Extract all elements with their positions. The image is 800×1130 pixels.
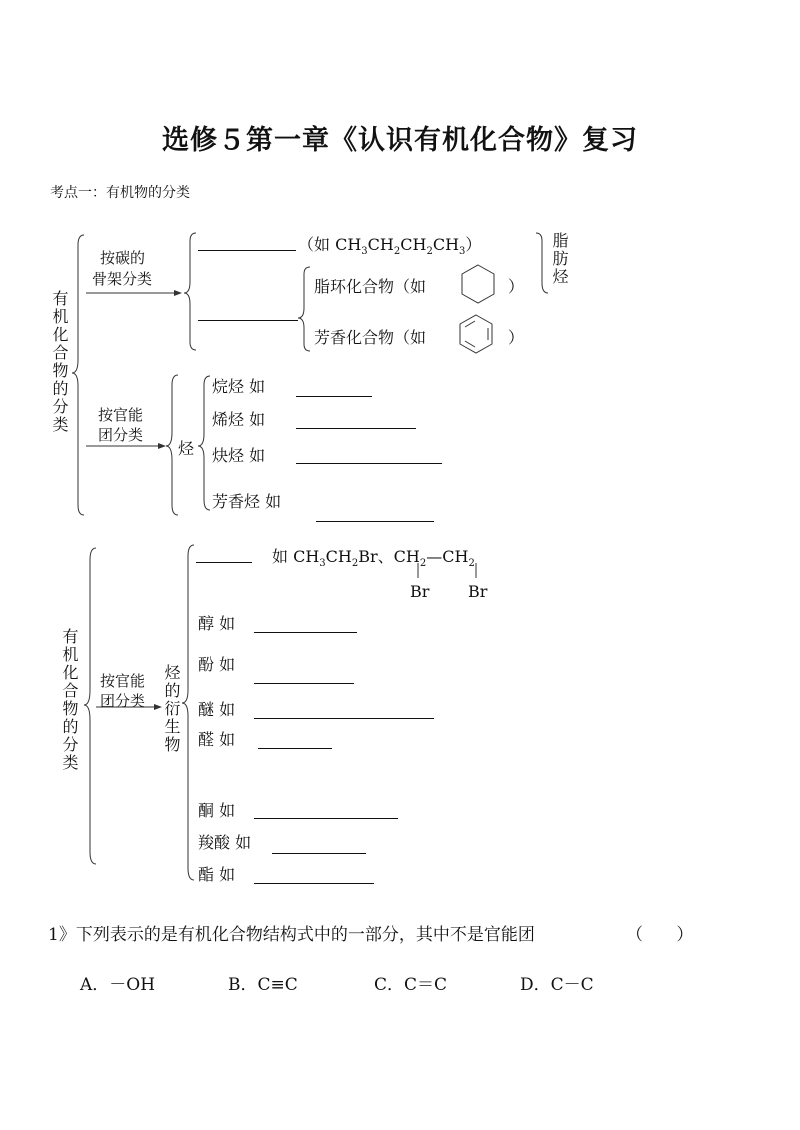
answer-blank-alkane[interactable] xyxy=(296,396,372,397)
ketone-item: 酮 如 xyxy=(198,801,236,820)
arrowhead-functional-1 xyxy=(158,443,166,449)
option-d[interactable]: D．C－C xyxy=(520,975,594,995)
answer-blank-chain[interactable] xyxy=(198,250,296,251)
alicyclic-close: ） xyxy=(508,277,525,296)
aromatic-label: 芳香化合物（如 xyxy=(314,328,427,347)
answer-blank-ketone[interactable] xyxy=(254,818,398,819)
branch-skeleton-line2: 骨架分类 xyxy=(92,270,153,288)
arrowhead-skeleton xyxy=(174,290,182,296)
option-c[interactable]: C．C＝C xyxy=(374,975,448,995)
hydrocarbon-label: 烃 xyxy=(178,439,195,458)
carboxylic-acid-item: 羧酸 如 xyxy=(198,833,252,852)
branch-functional-2-line1: 按官能 xyxy=(100,672,146,690)
br-label: Br xyxy=(468,582,488,601)
root-brace-2 xyxy=(84,548,96,864)
alkane-item: 烷烃 如 xyxy=(212,377,266,396)
root-label-1: 有机化合物的分类 xyxy=(50,290,69,434)
option-b[interactable]: B．C≡C xyxy=(228,975,298,995)
alicyclic-label: 脂环化合物（如 xyxy=(314,277,427,296)
answer-blank-phenol[interactable] xyxy=(254,683,354,684)
aliphatic-brace xyxy=(536,233,548,293)
derivatives-brace xyxy=(182,545,194,880)
alcohol-item: 醇 如 xyxy=(198,614,236,633)
answer-blank-ether[interactable] xyxy=(254,718,434,719)
phenol-item: 酚 如 xyxy=(198,655,236,674)
cyclohexane-ring xyxy=(462,265,494,303)
halide-example: 如 $CH_3CH_2Br$、$CH_2—CH_2$ xyxy=(272,547,475,570)
ester-item: 酯 如 xyxy=(198,865,236,884)
answer-blank-cyclic[interactable] xyxy=(198,320,298,321)
root-brace-1 xyxy=(72,235,84,515)
answer-paren[interactable]: （ ） xyxy=(626,925,694,945)
aliphatic-label: 脂肪烃 xyxy=(550,232,569,286)
branch-functional-1-line2: 团分类 xyxy=(98,426,144,444)
aromatic-close: ） xyxy=(508,328,525,347)
option-a[interactable]: A．－OH xyxy=(80,975,156,995)
section-heading: 考点一：有机物的分类 xyxy=(50,185,190,201)
answer-blank-alkene[interactable] xyxy=(296,428,416,429)
ether-item: 醚 如 xyxy=(198,700,236,719)
answer-blank-ester[interactable] xyxy=(254,883,374,884)
benzene-double-bond xyxy=(465,341,475,347)
question-stem: 1》下列表示的是有机化合物结构式中的一部分，其中不是官能团 xyxy=(48,925,535,945)
answer-blank-alcohol[interactable] xyxy=(254,632,357,633)
hydrocarbon-brace-outer xyxy=(166,375,178,515)
answer-blank-halide[interactable] xyxy=(196,562,252,563)
cyclic-brace xyxy=(298,267,310,351)
answer-blank-alkyne[interactable] xyxy=(296,463,442,464)
page-title: 选修５第一章《认识有机化合物》复习 xyxy=(162,125,638,156)
benzene-double-bond xyxy=(465,321,475,327)
benzene-ring xyxy=(460,315,492,353)
branch-functional-2-line2: 团分类 xyxy=(100,692,146,710)
chain-example: （如 $CH_3CH_2CH_2CH_3$） xyxy=(298,235,482,258)
derivatives-label: 烃的衍生物 xyxy=(162,664,181,754)
alkene-item: 烯烃 如 xyxy=(212,410,266,429)
skeleton-brace xyxy=(184,233,196,350)
aromatic-hydrocarbon-item: 芳香烃 如 xyxy=(212,492,282,511)
br-label: Br xyxy=(410,582,430,601)
answer-blank-carboxylic-acid[interactable] xyxy=(272,853,366,854)
answer-blank-aldehyde[interactable] xyxy=(258,748,332,749)
hydrocarbon-brace-inner xyxy=(198,376,210,510)
answer-blank-aromatic[interactable] xyxy=(316,521,434,522)
root-label-2: 有机化合物的分类 xyxy=(60,628,79,772)
alkyne-item: 炔烃 如 xyxy=(212,446,266,465)
branch-skeleton-line1: 按碳的 xyxy=(100,249,146,267)
branch-functional-1-line1: 按官能 xyxy=(98,406,144,424)
aldehyde-item: 醛 如 xyxy=(198,730,236,749)
